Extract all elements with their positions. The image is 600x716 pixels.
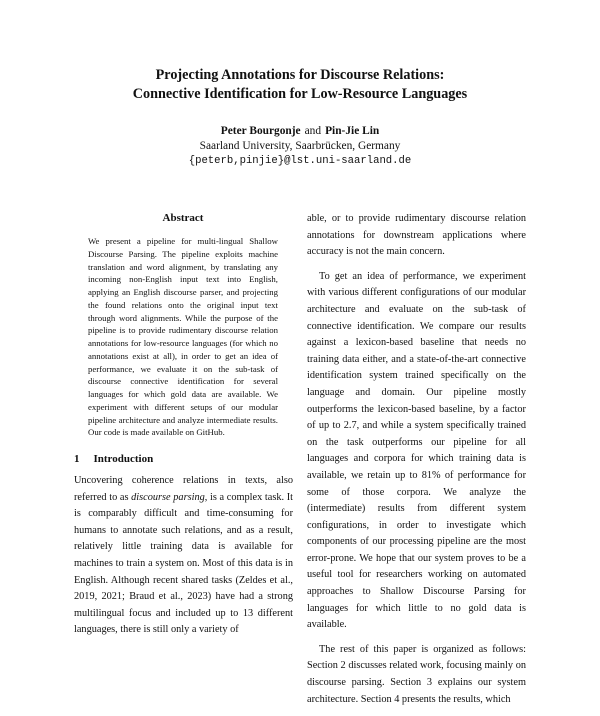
author-1: Peter Bourgonje: [220, 125, 301, 137]
author-email: {peterb,pinjie}@lst.uni-saarland.de: [188, 155, 412, 167]
section-number: 1: [74, 453, 80, 465]
author-conjunction: and: [304, 125, 322, 137]
introduction-body: [74, 473, 293, 639]
author-2: Pin-Jie Lin: [325, 125, 380, 137]
abstract-heading: Abstract: [162, 212, 204, 224]
affiliation: Saarland University, Saarbrücken, Germany: [199, 140, 401, 152]
right-paragraph-1: To get an idea of performance, we experiment with various different configurations of our modular architecture and evaluate on the sub-task of connective identification. We compare our results against a lexicon-based baseline that needs no training data either, and a state-of-the-art connective identification system trained specifically on the language and domain. Our pipeline mostly outperforms the lexicon-based baseline, by a factor of up to 2.7, and while a system specifically trained on the task outperforms our pipeline for all languages and corpora for which training data is available, we retain up to 81% of performance for some of those corpora. We analyze the (intermediate) results from different system configurations, in order to investigate which components of our processing pipeline are the most error-prone. We hope that our system proves to be a useful tool for researchers working on automated approaches to Shallow Discourse Parsing for languages for which little to no gold data is available.: [307, 270, 526, 631]
abstract-text: We present a pipeline for multi-lingual Shallow Discourse Parsing. The pipeline exploits machine translation and word alignment, by translating any incoming non-English input text into English, applying an English discourse parser, and projecting the found relations onto the original input text through word alignments. While the purpose of the pipeline is to provide rudimentary discourse relation annotations for low-resource languages (for which no annotations exist at all), in order to get an idea of performance, we evaluate it on the sub-task of discourse connective identification for several languages for which gold data are available. We experiment with different setups of our modular pipeline architecture and analyze intermediate results. Our code is made available on GitHub.: [88, 236, 278, 438]
term-discourse-parsing: discourse parsing: [131, 491, 205, 503]
author-block: [0, 124, 600, 169]
title-line-1: Projecting Annotations for Discourse Relations:: [155, 67, 445, 83]
paper-title: [0, 66, 600, 104]
author-names: [0, 124, 600, 139]
section-title: Introduction: [93, 453, 154, 465]
intro-paragraph-1: Uncovering coherence relations in texts, also referred to as discourse parsing, is a complex task. It is comparably difficult and time-consuming for humans to annotate such relations, and as a result, relatively little training data is available for machines to train a system on. Most of this data is in English. Although recent shared tasks (Zeldes et al., 2019, 2021; Braud et al., 2023) have had a strong multilingual focus and included up to 13 different languages, there is still only a variety of: [74, 475, 293, 636]
title-line-2: Connective Identification for Low-Resource Languages: [132, 86, 468, 102]
right-paragraph-2: The rest of this paper is organized as follows: Section 2 discusses related work, focusing mainly on discourse parsing. Section 3 explains our system architecture. Section 4 presents the results, which: [307, 643, 526, 705]
right-paragraph-0: able, or to provide rudimentary discourse relation annotations for downstream applications where accuracy is not the main concern.: [307, 213, 526, 258]
right-column: [307, 211, 526, 716]
section-heading-introduction: [74, 452, 294, 466]
